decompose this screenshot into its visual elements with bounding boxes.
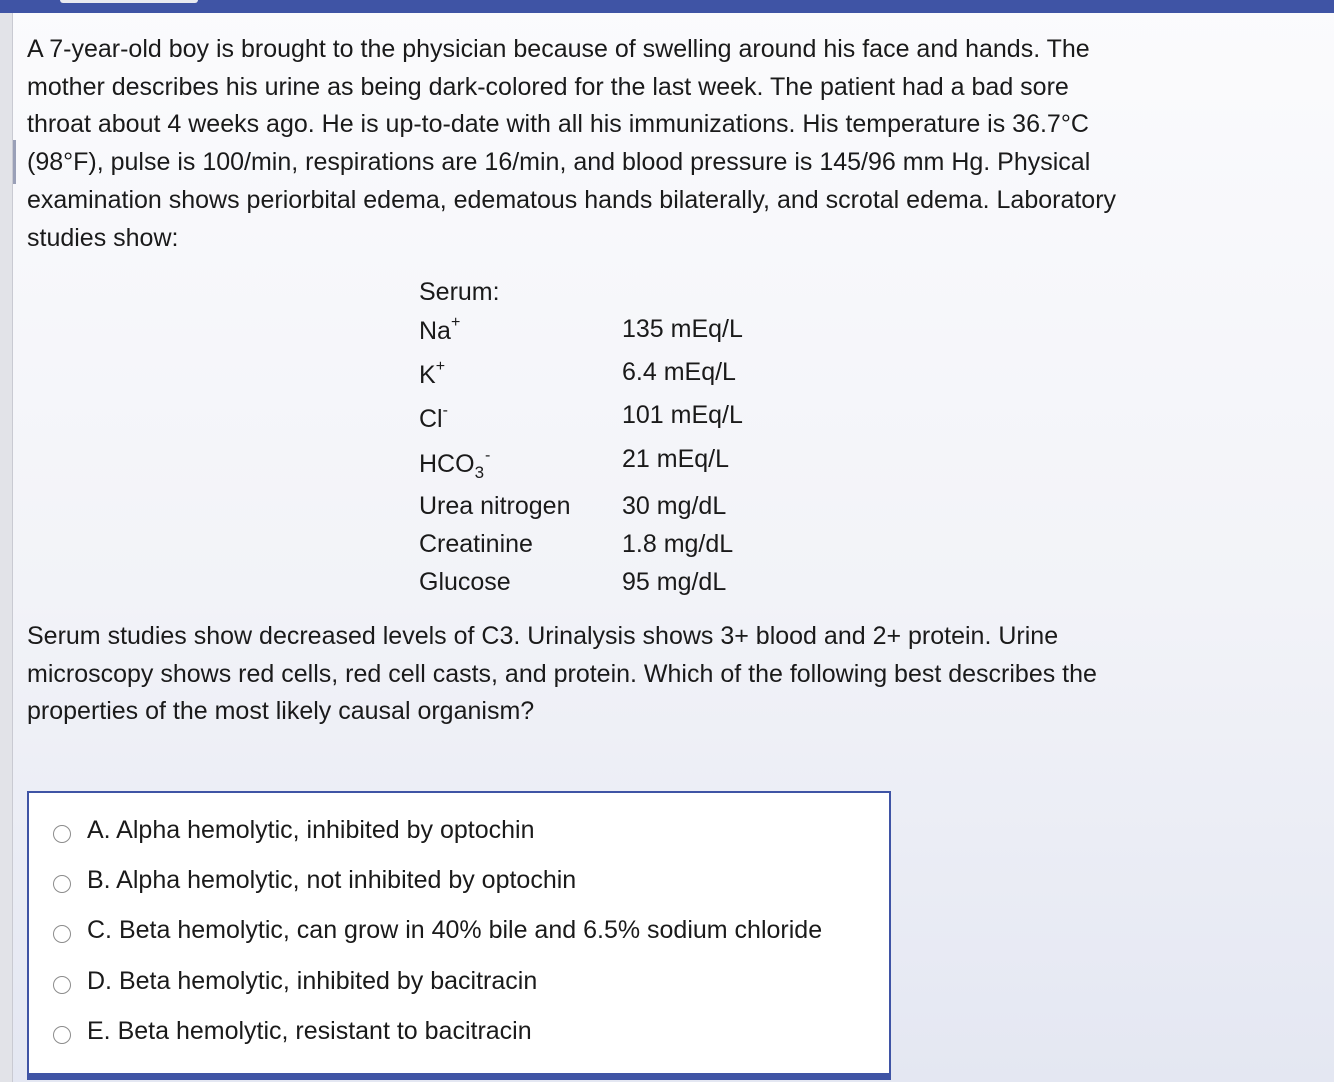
lab-value-chloride: 101 mEq/L xyxy=(622,401,743,429)
top-header-bar xyxy=(0,0,1334,13)
answer-label-b: B. Alpha hemolytic, not inhibited by optochin xyxy=(87,866,577,894)
left-rail-marker xyxy=(13,140,16,184)
lab-value-creatinine: 1.8 mg/dL xyxy=(622,530,734,558)
question-stem-continued: Serum studies show decreased levels of C3. Urinalysis shows 3+ blood and 2+ protein. Urine microscopy shows red cells, red cell casts, and protein. Which of the following best describes the properties of the most likely causal organism? xyxy=(27,622,1097,726)
lab-name-glucose: Glucose xyxy=(419,568,511,596)
lab-heading: Serum: xyxy=(419,278,500,306)
radio-button-e[interactable] xyxy=(53,1026,71,1044)
answer-option-c[interactable] xyxy=(29,910,889,954)
radio-button-b[interactable] xyxy=(53,875,71,893)
lab-name-bicarbonate: $HCO_3^-$ xyxy=(419,447,491,482)
radio-button-c[interactable] xyxy=(53,925,71,943)
answer-option-e[interactable] xyxy=(29,1011,889,1055)
lab-value-potassium: 6.4 mEq/L xyxy=(622,358,736,386)
answer-label-d: D. Beta hemolytic, inhibited by bacitracin xyxy=(87,967,538,995)
question-stem: A 7-year-old boy is brought to the physician because of swelling around his face and hands. The mother describes his urine as being dark-colored for the last week. The patient had a bad sore throat about 4 weeks ago. He is up-to-date with all his immunizations. His temperature is 36.7°C (98°F), pulse is 100/min, respirations are 16/min, and blood pressure is 145/96 mm Hg. Physical examination shows periorbital edema, edematous hands bilaterally, and scrotal edema. Laboratory studies show: xyxy=(27,35,1117,252)
answer-label-c: C. Beta hemolytic, can grow in 40% bile and 6.5% sodium chloride xyxy=(87,916,823,944)
lab-name-potassium: K+ xyxy=(419,358,446,389)
radio-button-d[interactable] xyxy=(53,976,71,994)
lab-value-urea-nitrogen: 30 mg/dL xyxy=(622,492,727,520)
lab-value-glucose: 95 mg/dL xyxy=(622,568,727,596)
lab-value-bicarbonate: 21 mEq/L xyxy=(622,445,730,473)
lab-name-creatinine: Creatinine xyxy=(419,530,533,558)
lab-name-urea-nitrogen: Urea nitrogen xyxy=(419,492,571,520)
answer-option-a[interactable] xyxy=(29,810,889,854)
radio-button-a[interactable] xyxy=(53,825,71,843)
answer-label-e: E. Beta hemolytic, resistant to bacitracin xyxy=(87,1017,532,1045)
lab-name-chloride: Cl- xyxy=(419,402,448,433)
answer-option-b[interactable] xyxy=(29,860,889,904)
lab-value-sodium: 135 mEq/L xyxy=(622,315,743,343)
answer-label-a: A. Alpha hemolytic, inhibited by optochin xyxy=(87,816,535,844)
left-scroll-rail xyxy=(0,13,13,1082)
lab-name-sodium: Na+ xyxy=(419,314,461,345)
answer-option-d[interactable] xyxy=(29,961,889,1005)
answer-choices-panel xyxy=(27,791,891,1080)
top-tab-handle xyxy=(60,0,198,3)
